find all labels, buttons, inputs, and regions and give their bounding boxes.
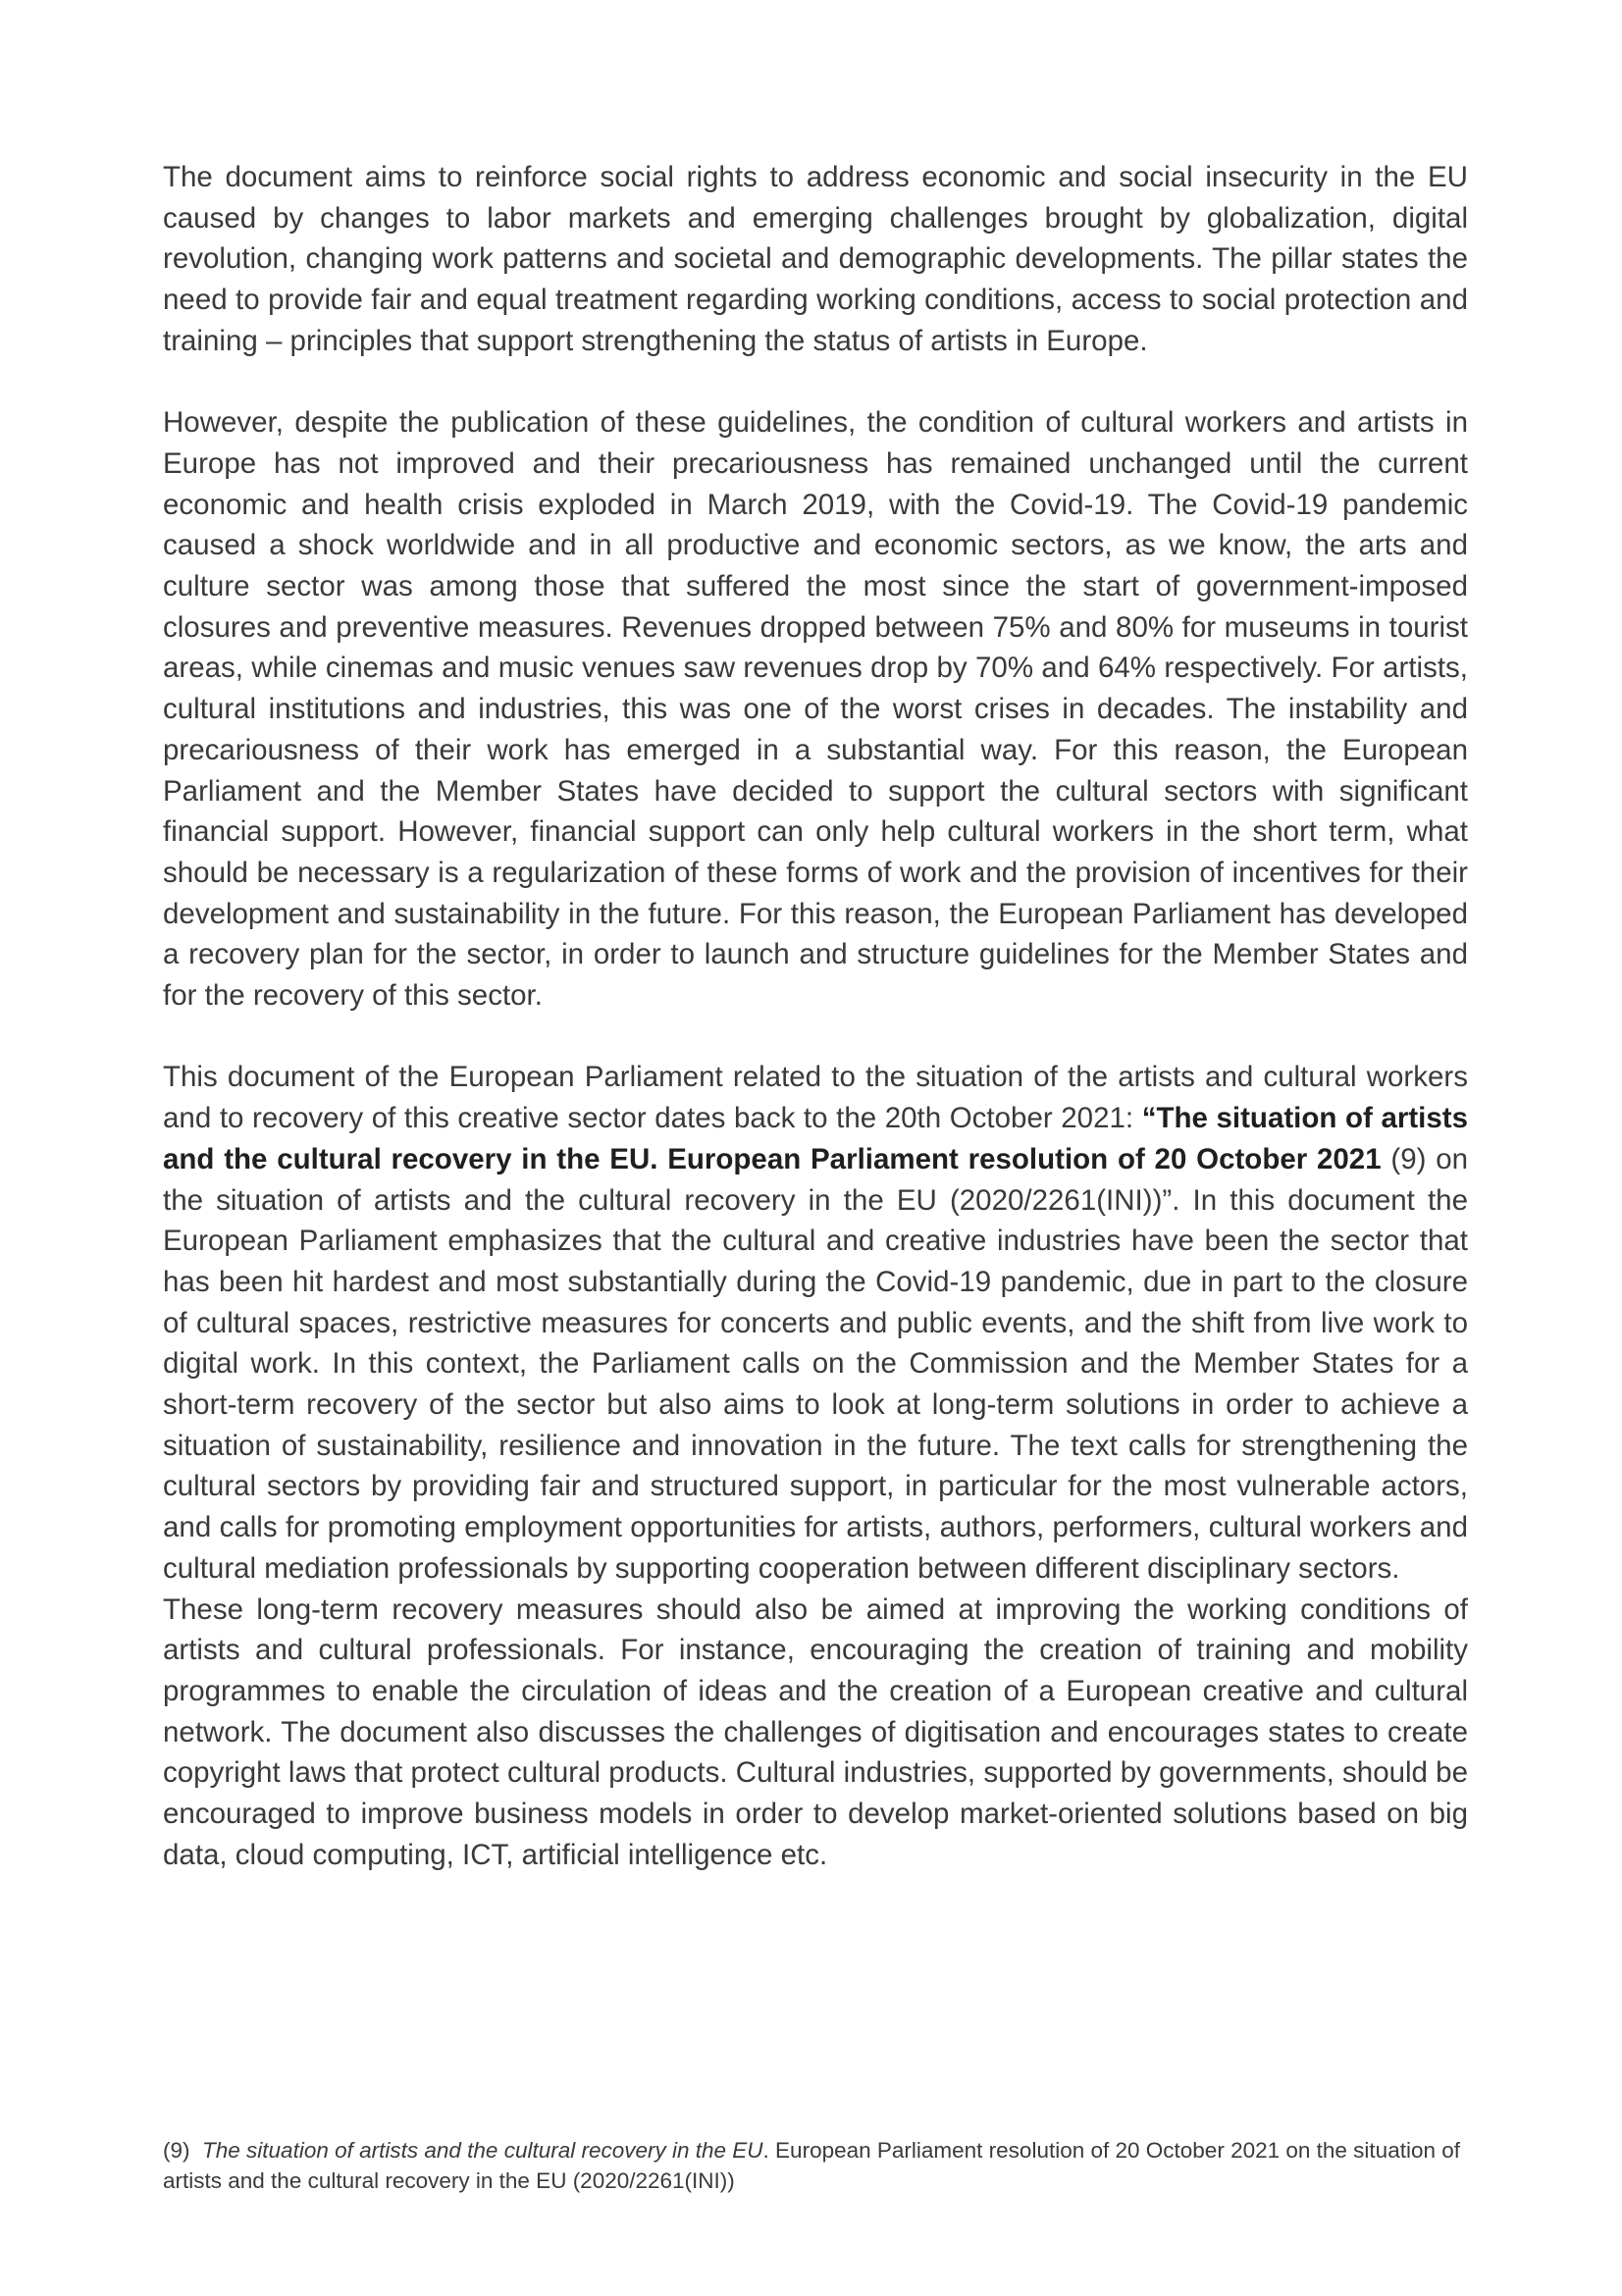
paragraph-covid-impact: However, despite the publication of these guidelines, the condition of cultural workers and artists in Europe has not improved and their precariousness has remained unchanged until the current economic and health crisis exploded in March 2019, with the Covid-19. The Covid-19 pandemic caused a shock worldwide and in all productive and economic sectors, as we know, the arts and culture sector was among those that suffered the most since the start of government-imposed closures and preventive measures. Revenues dropped between 75% and 80% for museums in tourist areas, while cinemas and music venues saw revenues drop by 70% and 64% respectively. For artists, cultural institutions and industries, this was one of the worst crises in decades. The instability and precariousness of their work has emerged in a substantial way. For this reason, the European Parliament and the Member States have decided to support the cultural sectors with significant financial support. However, financial support can only help cultural workers in the short term, what should be necessary is a regularization of these forms of work and the provision of incentives for their development and sustainability in the future. For this reason, the European Parliament has developed a recovery plan for the sector, in order to launch and structure guidelines for the Member States and for the recovery of this sector. xyxy=(163,406,1468,1013)
paragraph-long-term-measures: These long-term recovery measures should also be aimed at improving the working conditions of artists and cultural professionals. For instance, encouraging the creation of training and mobility programmes to enable the circulation of ideas and the creation of a European creative and cultural network. The document also discusses the challenges of digitisation and encourages states to create copyright laws that protect cultural products. Cultural industries, supported by governments, should be encouraged to improve business models in order to develop market-oriented solutions based on big data, cloud computing, ICT, artificial intelligence etc. xyxy=(163,1592,1468,1871)
paragraph-social-rights: The document aims to reinforce social rights to address economic and social insecurity in the EU caused by changes to labor markets and emerging challenges brought by globalization, digital revolution, changing work patterns and societal and demographic developments. The pillar states the need to provide fair and equal treatment regarding working conditions, access to social protection and training – principles that support strengthening the status of artists in Europe. xyxy=(163,161,1468,357)
resolution-title-bold: “The situation of artists and the cultural recovery in the EU. European Parliament resolution of 20 October 2021 xyxy=(163,1102,1468,1175)
document-body xyxy=(163,157,1468,1876)
footnote-number: (9) xyxy=(163,2138,190,2163)
footnote-text: . European Parliament resolution of 20 October 2021 on the situation of artists and the cultural recovery in the EU (2020/2261(INI)) xyxy=(163,2138,1460,2193)
footnote xyxy=(163,2135,1468,2196)
resolution-intro-text: This document of the European Parliament related to the situation of the artists and cultural workers and to recovery of this creative sector dates back to the 20th October 2021: xyxy=(163,1061,1468,1135)
paragraph-parliament-resolution xyxy=(163,1057,1468,1589)
footnote-title: The situation of artists and the cultural recovery in the EU xyxy=(202,2138,763,2163)
resolution-description-text: (9) on the situation of artists and the cultural recovery in the EU (2020/2261(INI))”. In this document the European Parliament emphasizes that the cultural and creative industries have been the sector that has been hit hardest and most substantially during the Covid-19 pandemic, due in part to the closure of cultural spaces, restrictive measures for concerts and public events, and the shift from live work to digital work. In this context, the Parliament calls on the Commission and the Member States for a short-term recovery of the sector but also aims to look at long-term solutions in order to achieve a situation of sustainability, resilience and innovation in the future. The text calls for strengthening the cultural sectors by providing fair and structured support, in particular for the most vulnerable actors, and calls for promoting employment opportunities for artists, authors, performers, cultural workers and cultural mediation professionals by supporting cooperation between different disciplinary sectors. xyxy=(163,1142,1469,1585)
